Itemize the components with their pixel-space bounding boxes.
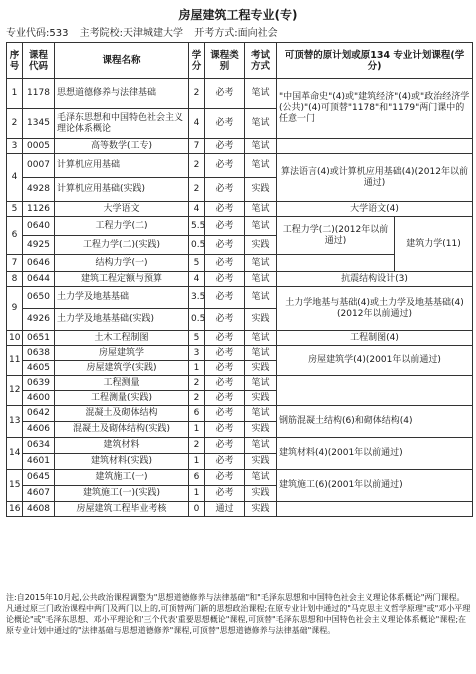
cell-name: 计算机应用基础(实践) [55, 178, 189, 202]
cell-category: 必考 [205, 255, 245, 272]
cell-category: 必考 [205, 470, 245, 486]
cell-credit: 4 [189, 202, 205, 217]
cell-credit: 3 [189, 346, 205, 361]
cell-category: 必考 [205, 272, 245, 287]
table-row [7, 502, 473, 517]
header-course-code: 课程代码 [23, 43, 55, 79]
cell-exam: 笔试 [245, 202, 277, 217]
cell-name: 结构力学(一) [55, 255, 189, 272]
cell-category: 必考 [205, 454, 245, 470]
exam-mode: 开考方式:面向社会 [194, 28, 278, 39]
cell-exam: 实践 [245, 486, 277, 502]
cell-exam: 实践 [245, 309, 277, 331]
cell-replace [277, 255, 395, 272]
cell-credit: 1 [189, 361, 205, 376]
cell-credit: 0.5 [189, 309, 205, 331]
cell-seq: 13 [7, 406, 23, 438]
cell-replace-mechanics: 建筑力学(11) [395, 217, 473, 272]
cell-code: 0650 [23, 287, 55, 309]
cell-code: 4607 [23, 486, 55, 502]
cell-name: 毛泽东思想和中国特色社会主义理论体系概论 [55, 109, 189, 139]
cell-credit: 2 [189, 154, 205, 178]
table-row [7, 346, 473, 361]
cell-category: 必考 [205, 178, 245, 202]
cell-category: 必考 [205, 438, 245, 454]
cell-replace [277, 502, 473, 517]
cell-name: 大学语文 [55, 202, 189, 217]
cell-credit: 7 [189, 139, 205, 154]
cell-seq: 9 [7, 287, 23, 331]
cell-seq: 14 [7, 438, 23, 470]
table-row [7, 202, 473, 217]
cell-credit: 2 [189, 438, 205, 454]
header-exam: 考试方式 [245, 43, 277, 79]
cell-name: 建筑施工(一)(实践) [55, 486, 189, 502]
cell-category: 必考 [205, 79, 245, 109]
cell-name: 房屋建筑学 [55, 346, 189, 361]
cell-name: 计算机应用基础 [55, 154, 189, 178]
table-row [7, 272, 473, 287]
cell-code: 4608 [23, 502, 55, 517]
cell-category: 必考 [205, 154, 245, 178]
cell-seq: 1 [7, 79, 23, 109]
cell-exam: 笔试 [245, 109, 277, 139]
header-seq: 序号 [7, 43, 23, 79]
header-category: 课程类别 [205, 43, 245, 79]
cell-code: 0634 [23, 438, 55, 454]
cell-replace: 房屋建筑学(4)(2001年以前通过) [277, 346, 473, 376]
cell-code: 0639 [23, 376, 55, 391]
cell-category: 必考 [205, 217, 245, 236]
cell-credit: 3.5 [189, 287, 205, 309]
cell-credit: 5.5 [189, 217, 205, 236]
cell-name: 工程力学(二)(实践) [55, 236, 189, 255]
cell-name: 土木工程制图 [55, 331, 189, 346]
cell-category: 通过 [205, 502, 245, 517]
table-row [7, 79, 473, 109]
cell-seq: 11 [7, 346, 23, 376]
cell-credit: 4 [189, 272, 205, 287]
cell-code: 0646 [23, 255, 55, 272]
table-row [7, 376, 473, 391]
cell-exam: 笔试 [245, 139, 277, 154]
cell-code: 0642 [23, 406, 55, 422]
cell-exam: 笔试 [245, 154, 277, 178]
cell-category: 必考 [205, 139, 245, 154]
cell-credit: 1 [189, 422, 205, 438]
cell-seq: 4 [7, 154, 23, 202]
cell-seq: 8 [7, 272, 23, 287]
cell-name: 房屋建筑工程毕业考核 [55, 502, 189, 517]
cell-credit: 0.5 [189, 236, 205, 255]
cell-category: 必考 [205, 346, 245, 361]
cell-name: 思想道德修养与法律基础 [55, 79, 189, 109]
cell-credit: 2 [189, 376, 205, 391]
table-row [7, 217, 473, 236]
cell-exam: 笔试 [245, 331, 277, 346]
cell-category: 必考 [205, 309, 245, 331]
cell-replace [277, 139, 473, 154]
cell-credit: 1 [189, 454, 205, 470]
cell-code: 0007 [23, 154, 55, 178]
header-credit: 学分 [189, 43, 205, 79]
cell-code: 4600 [23, 391, 55, 406]
cell-seq: 7 [7, 255, 23, 272]
cell-name: 建筑施工(一) [55, 470, 189, 486]
cell-exam: 笔试 [245, 255, 277, 272]
cell-exam: 笔试 [245, 438, 277, 454]
table-row [7, 331, 473, 346]
cell-credit: 2 [189, 178, 205, 202]
course-table [6, 42, 473, 517]
cell-exam: 实践 [245, 454, 277, 470]
cell-code: 0005 [23, 139, 55, 154]
cell-name: 工程测量 [55, 376, 189, 391]
cell-category: 必考 [205, 422, 245, 438]
cell-replace [277, 376, 473, 406]
cell-seq: 2 [7, 109, 23, 139]
cell-seq: 12 [7, 376, 23, 406]
cell-exam: 笔试 [245, 217, 277, 236]
cell-replace: 算法语言(4)或计算机应用基础(4)(2012年以前通过) [277, 154, 473, 202]
cell-replace: 建筑施工(6)(2001年以前通过) [277, 470, 473, 502]
cell-credit: 2 [189, 79, 205, 109]
cell-code: 4925 [23, 236, 55, 255]
cell-code: 4601 [23, 454, 55, 470]
header-course-name: 课程名称 [55, 43, 189, 79]
cell-category: 必考 [205, 109, 245, 139]
cell-code: 0640 [23, 217, 55, 236]
cell-seq: 16 [7, 502, 23, 517]
table-row [7, 287, 473, 309]
cell-category: 必考 [205, 361, 245, 376]
cell-code: 4606 [23, 422, 55, 438]
cell-exam: 笔试 [245, 346, 277, 361]
cell-exam: 实践 [245, 391, 277, 406]
cell-exam: 笔试 [245, 79, 277, 109]
cell-seq: 3 [7, 139, 23, 154]
cell-credit: 6 [189, 406, 205, 422]
cell-name: 建筑材料(实践) [55, 454, 189, 470]
cell-credit: 0 [189, 502, 205, 517]
cell-exam: 实践 [245, 361, 277, 376]
table-header [7, 43, 473, 79]
cell-replace: "中国革命史"(4)或"建筑经济"(4)或"政治经济学(公共)"(4)可顶替"1178"和"1179"两门课中的任意一门 [277, 79, 473, 139]
footnote: 注:自2015年10月起,公共政治课程调整为"思想道德修养与法律基础"和"毛泽东思想和中国特色社会主义理论体系概论"两门课程。凡通过原三门政治课程中两门及两门以上的,可顶替两门新的思想政治课程;在原专业计划中通过的"马克思主义哲学原理"或"邓小平理论概论"或"毛泽东思想、邓小平理论和'三个代表'重要思想概论"课程,可顶替"毛泽东思想和中国特色社会主义理论体系概论"课程;在原专业计划中通过的"法律基础与思想道德修养"课程,可顶替"思想道德修养与法律基础"课程。 [6, 593, 471, 635]
cell-code: 1178 [23, 79, 55, 109]
cell-seq: 10 [7, 331, 23, 346]
cell-code: 4605 [23, 361, 55, 376]
table-row [7, 154, 473, 178]
cell-exam: 实践 [245, 502, 277, 517]
cell-replace: 建筑材料(4)(2001年以前通过) [277, 438, 473, 470]
cell-name: 土力学及地基基础(实践) [55, 309, 189, 331]
cell-seq: 5 [7, 202, 23, 217]
cell-credit: 2 [189, 391, 205, 406]
cell-code: 4928 [23, 178, 55, 202]
cell-replace: 土力学地基与基础(4)或土力学及地基基础(4)(2012年以前通过) [277, 287, 473, 331]
cell-code: 0644 [23, 272, 55, 287]
exam-school: 主考院校:天津城建大学 [79, 28, 184, 39]
cell-name: 土力学及地基基础 [55, 287, 189, 309]
cell-exam: 实践 [245, 236, 277, 255]
cell-exam: 笔试 [245, 287, 277, 309]
cell-name: 混凝土及砌体结构 [55, 406, 189, 422]
cell-replace: 钢筋混凝土结构(6)和砌体结构(4) [277, 406, 473, 438]
cell-exam: 笔试 [245, 272, 277, 287]
cell-seq: 6 [7, 217, 23, 255]
meta-line [6, 24, 286, 39]
table-row [7, 438, 473, 454]
cell-category: 必考 [205, 391, 245, 406]
cell-name: 建筑工程定额与预算 [55, 272, 189, 287]
major-code: 专业代码:533 [6, 28, 69, 39]
cell-category: 必考 [205, 376, 245, 391]
cell-exam: 实践 [245, 178, 277, 202]
cell-replace: 工程制图(4) [277, 331, 473, 346]
table-row [7, 139, 473, 154]
cell-category: 必考 [205, 486, 245, 502]
cell-replace: 大学语文(4) [277, 202, 473, 217]
cell-category: 必考 [205, 202, 245, 217]
cell-name: 混凝土及砌体结构(实践) [55, 422, 189, 438]
header-replace: 可顶替的原计划或原134 专业计划课程(学分) [277, 43, 473, 79]
cell-code: 1126 [23, 202, 55, 217]
cell-exam: 实践 [245, 422, 277, 438]
cell-name: 建筑材料 [55, 438, 189, 454]
cell-name: 高等数学(工专) [55, 139, 189, 154]
cell-category: 必考 [205, 406, 245, 422]
table-row [7, 406, 473, 422]
cell-exam: 笔试 [245, 406, 277, 422]
cell-code: 0651 [23, 331, 55, 346]
cell-exam: 笔试 [245, 376, 277, 391]
cell-code: 0645 [23, 470, 55, 486]
cell-credit: 1 [189, 486, 205, 502]
cell-replace: 工程力学(二)(2012年以前通过) [277, 217, 395, 255]
cell-credit: 6 [189, 470, 205, 486]
cell-category: 必考 [205, 236, 245, 255]
cell-seq: 15 [7, 470, 23, 502]
cell-category: 必考 [205, 331, 245, 346]
cell-code: 0638 [23, 346, 55, 361]
cell-name: 工程测量(实践) [55, 391, 189, 406]
cell-credit: 5 [189, 331, 205, 346]
cell-category: 必考 [205, 287, 245, 309]
cell-code: 1345 [23, 109, 55, 139]
cell-credit: 5 [189, 255, 205, 272]
cell-name: 房屋建筑学(实践) [55, 361, 189, 376]
cell-credit: 4 [189, 109, 205, 139]
table-row [7, 470, 473, 486]
cell-replace: 抗震结构设计(3) [277, 272, 473, 287]
page-title: 房屋建筑工程专业(专) [178, 8, 298, 22]
cell-name: 工程力学(二) [55, 217, 189, 236]
cell-exam: 笔试 [245, 470, 277, 486]
cell-code: 4926 [23, 309, 55, 331]
